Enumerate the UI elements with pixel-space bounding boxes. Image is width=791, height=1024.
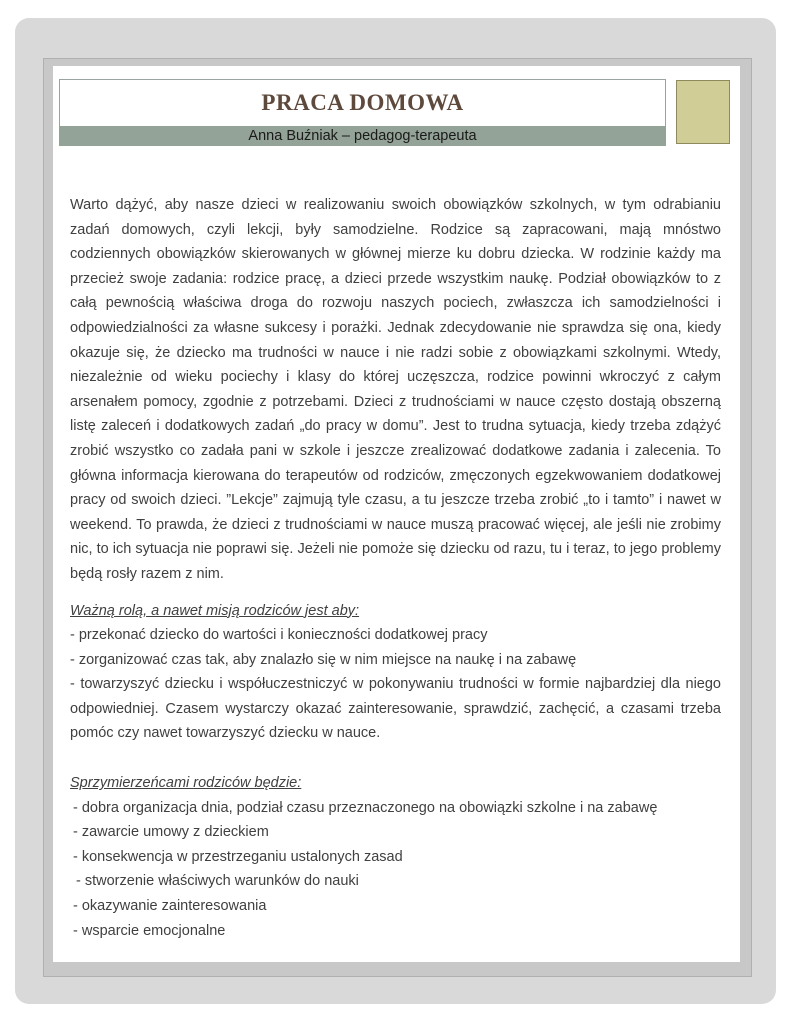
section-heading-role: Ważną rolą, a nawet misją rodziców jest aby: — [70, 602, 360, 619]
list-item: - konsekwencja w przestrzeganiu ustalonych zasad — [73, 848, 403, 865]
list-item: - zorganizować czas tak, aby znalazło się w nim miejsce na naukę i na zabawę — [70, 651, 577, 668]
page-title: PRACA DOMOWA — [261, 90, 464, 115]
list-item: - dobra organizacja dnia, podział czasu przeznaczonego na obowiązki szkolne i na zabawę — [73, 799, 658, 816]
author-subtitle: Anna Buźniak – pedagog-terapeuta — [248, 128, 477, 144]
header-box — [59, 79, 666, 127]
spacer — [70, 746, 721, 771]
subtitle-bar — [59, 126, 666, 146]
spacer — [70, 587, 721, 599]
list-item: - towarzyszyć dziecku i współuczestniczyć w pokonywaniu trudności w formie najbardziej dla niego odpowiedniej. Czasem wystarczy okazać zainteresowanie, sprawdzić, zachęcić, a czasami trzeba pomóc czy nawet towarzyszyć dziecku w nauce. — [70, 676, 721, 742]
list-item: - stworzenie właściwych warunków do nauki — [76, 873, 359, 890]
list-item: - wsparcie emocjonalne — [73, 922, 226, 939]
list-item: - okazywanie zainteresowania — [73, 898, 267, 915]
document-body — [70, 193, 721, 943]
intro-paragraph: Warto dążyć, aby nasze dzieci w realizowaniu swoich obowiązków szkolnych, w tym odrabianiu zadań domowych, czyli lekcji, były samodzielne. Rodzice są zapracowani, mają mnóstwo codziennych obowiązków skierowanych w głównej mierze ku dobru dziecka. W rodzinie każdy ma przecież swoje zadania: rodzice pracę, a dzieci przede wszystkim naukę. Podział obowiązków to z całą pewnością właściwa droga do rozwoju naszych pociech, zwłaszcza ich samodzielności i odpowiedzialności za własne sukcesy i porażki. Jednak zdecydowanie nie sprawdza się ona, kiedy okazuje się, że dziecko ma trudności w nauce i nie radzi sobie z obowiązkami szkolnymi. Wtedy, niezależnie od wieku pociechy i klasy do której uczęszcza, rodzice powinni wkroczyć z całym arsenałem pomocy, zgodnie z potrzebami. Dzieci z trudnościami w nauce często dostają obszerną listę zaleceń i dodatkowych zadań „do pracy w domu”. Jest to trudna sytuacja, kiedy trzeba zdążyć zrobić wszystko co zadała pani w szkole i jeszcze zrealizować dodatkowe zadania i zalecenia. To główna informacja kierowana do terapeutów od rodziców, zmęczonych egzekwowaniem dodatkowej pracy od swoich dzieci. ”Lekcje” zajmują tyle czasu, a tu jeszcze trzeba zrobić „to i tamto” i nawet w weekend. To prawda, że dzieci z trudnościami w nauce muszą pracować więcej, ale jeśli nie zrobimy nic, to ich sytuacja nie poprawi się. Jeżeli nie pomoże się dziecku od razu, tu i teraz, to jego problemy będą rosły razem z nim. — [70, 197, 721, 582]
list-item: - zawarcie umowy z dzieckiem — [73, 824, 269, 841]
accent-square — [676, 80, 730, 144]
list-item: - przekonać dziecko do wartości i konieczności dodatkowej pracy — [70, 627, 488, 644]
section-heading-allies: Sprzymierzeńcami rodziców będzie: — [70, 775, 302, 792]
